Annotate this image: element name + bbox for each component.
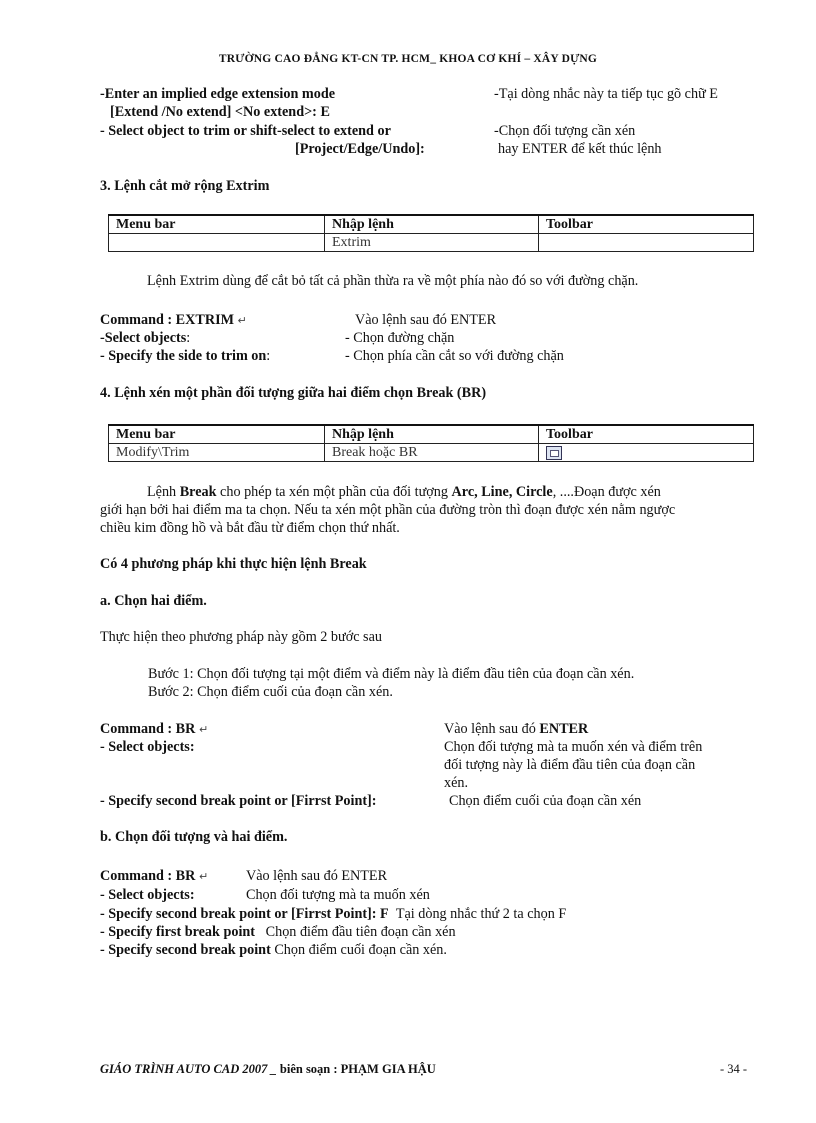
- br-select-desc-2: đối tượng này là điểm đầu tiên của đoạn cần: [444, 757, 696, 773]
- col-toolbar: Toolbar: [539, 425, 754, 444]
- break-toolbar-icon: [546, 446, 562, 460]
- extrim-select-line: [100, 329, 190, 347]
- extrim-side-colon: :: [266, 348, 271, 364]
- b-select-label: - Select objects:: [100, 887, 195, 903]
- b-specify-first-line: - Specify first break point Chọn điểm đầu tiên đoạn cần xén: [100, 924, 456, 940]
- extrim-select-label: -Select objects: [100, 330, 187, 346]
- extrim-command-line: [100, 311, 247, 330]
- cell-input: Break hoặc BR: [325, 444, 539, 462]
- page-header: TRƯỜNG CAO ĐẲNG KT-CN TP. HCM_ KHOA CƠ KHÍ – XÂY DỰNG: [218, 53, 598, 65]
- extrim-command-desc: Vào lệnh sau đó ENTER: [355, 312, 497, 328]
- break-methods-heading: Có 4 phương pháp khi thực hiện lệnh Break: [100, 556, 367, 572]
- break-command-table: [108, 424, 754, 462]
- break-desc-line-3: chiều kim đồng hồ và bắt đầu từ điểm chọn thứ nhất.: [100, 520, 400, 536]
- cell-menu-bar: Modify\Trim: [109, 444, 325, 462]
- page-footer: [100, 1060, 436, 1078]
- extrim-side-label: - Specify the side to trim on: [100, 348, 267, 364]
- col-toolbar: Toolbar: [539, 215, 754, 234]
- extrim-command-table: [108, 214, 754, 252]
- extrim-select-desc: - Chọn đường chặn: [345, 330, 455, 346]
- page-number: - 34 -: [720, 1062, 748, 1076]
- desc-select-object: -Chọn đối tượng cần xén: [494, 123, 636, 139]
- footer-book-title: GIÁO TRÌNH AUTO CAD 2007 _: [100, 1062, 280, 1076]
- col-input: Nhập lệnh: [325, 425, 539, 444]
- col-menu-bar: Menu bar: [109, 425, 325, 444]
- prompt-extend-options: [Extend /No extend] <No extend>: E: [110, 104, 330, 120]
- enter-key-icon: ↵: [237, 314, 247, 327]
- break-desc-line-2: giới hạn bởi hai điểm ma ta chọn. Nếu ta xén một phần của đường tròn thì đoạn được xén nằm ngược: [100, 502, 676, 518]
- prompt-edge-mode: -Enter an implied edge extension mode: [100, 86, 336, 102]
- extrim-command-label: Command : EXTRIM: [100, 312, 234, 328]
- b-command-label: Command : BR: [100, 868, 196, 884]
- section-a-heading: a. Chọn hai điểm.: [100, 593, 207, 609]
- b-select-desc: Chọn đối tượng mà ta muốn xén: [246, 887, 430, 903]
- desc-enter-finish: hay ENTER để kết thúc lệnh: [498, 141, 662, 157]
- cell-input: Extrim: [325, 234, 539, 252]
- br-select-label: - Select objects:: [100, 739, 195, 755]
- extrim-side-line: [100, 347, 270, 365]
- cell-menu-bar: [109, 234, 325, 252]
- extrim-select-colon: :: [186, 330, 191, 346]
- section-a-step-2: Bước 2: Chọn điểm cuối của đoạn cần xén.: [148, 684, 393, 700]
- extrim-description: Lệnh Extrim dùng để cắt bỏ tất cả phần thừa ra về một phía nào đó so với đường chặn.: [147, 273, 639, 289]
- desc-edge-mode: -Tại dòng nhắc này ta tiếp tục gõ chữ E: [494, 86, 718, 102]
- b-command-desc: Vào lệnh sau đó ENTER: [246, 868, 388, 884]
- enter-key-icon: ↵: [198, 870, 209, 883]
- extrim-side-desc: - Chọn phía cần cắt so với đường chặn: [345, 348, 564, 364]
- prompt-project-edge-undo: [Project/Edge/Undo]:: [295, 141, 425, 157]
- br-specify-desc: Chọn điểm cuối của đoạn cần xén: [449, 793, 642, 809]
- prompt-select-object: - Select object to trim or shift-select to extend or: [100, 123, 391, 139]
- br-command-line: [100, 720, 208, 739]
- cell-toolbar: [539, 234, 754, 252]
- b-specify-second-point-line: - Specify second break point Chọn điểm cuối đoạn cần xén.: [100, 942, 447, 958]
- b-specify-second-line: - Specify second break point or [Firrst Point]: F Tại dòng nhắc thứ 2 ta chọn F: [100, 906, 567, 922]
- section-a-intro: Thực hiện theo phương pháp này gồm 2 bước sau: [100, 629, 382, 645]
- section-3-heading: 3. Lệnh cắt mở rộng Extrim: [100, 178, 270, 194]
- col-input: Nhập lệnh: [325, 215, 539, 234]
- br-specify-label: - Specify second break point or [Firrst Point]:: [100, 793, 377, 809]
- section-4-heading: 4. Lệnh xén một phần đối tượng giữa hai điểm chọn Break (BR): [100, 385, 487, 401]
- br-select-desc-3: xén.: [444, 775, 469, 791]
- section-a-step-1: Bước 1: Chọn đối tượng tại một điểm và điểm này là điểm đầu tiên của đoạn cần xén.: [148, 666, 635, 682]
- br-select-desc-1: Chọn đối tượng mà ta muốn xén và điểm trên: [444, 739, 703, 755]
- br-command-desc: Vào lệnh sau đó ENTER: [444, 721, 589, 737]
- cell-toolbar: [539, 444, 754, 462]
- b-command-line: [100, 867, 208, 886]
- enter-key-icon: ↵: [198, 723, 209, 736]
- section-b-heading: b. Chọn đối tượng và hai điểm.: [100, 829, 288, 845]
- footer-author: biên soạn : PHẠM GIA HẬU: [279, 1062, 436, 1076]
- break-desc-line-1: Lệnh Break cho phép ta xén một phần của đối tượng Arc, Line, Circle, ....Đoạn được xén: [147, 484, 661, 500]
- col-menu-bar: Menu bar: [109, 215, 325, 234]
- br-command-label: Command : BR: [100, 721, 196, 737]
